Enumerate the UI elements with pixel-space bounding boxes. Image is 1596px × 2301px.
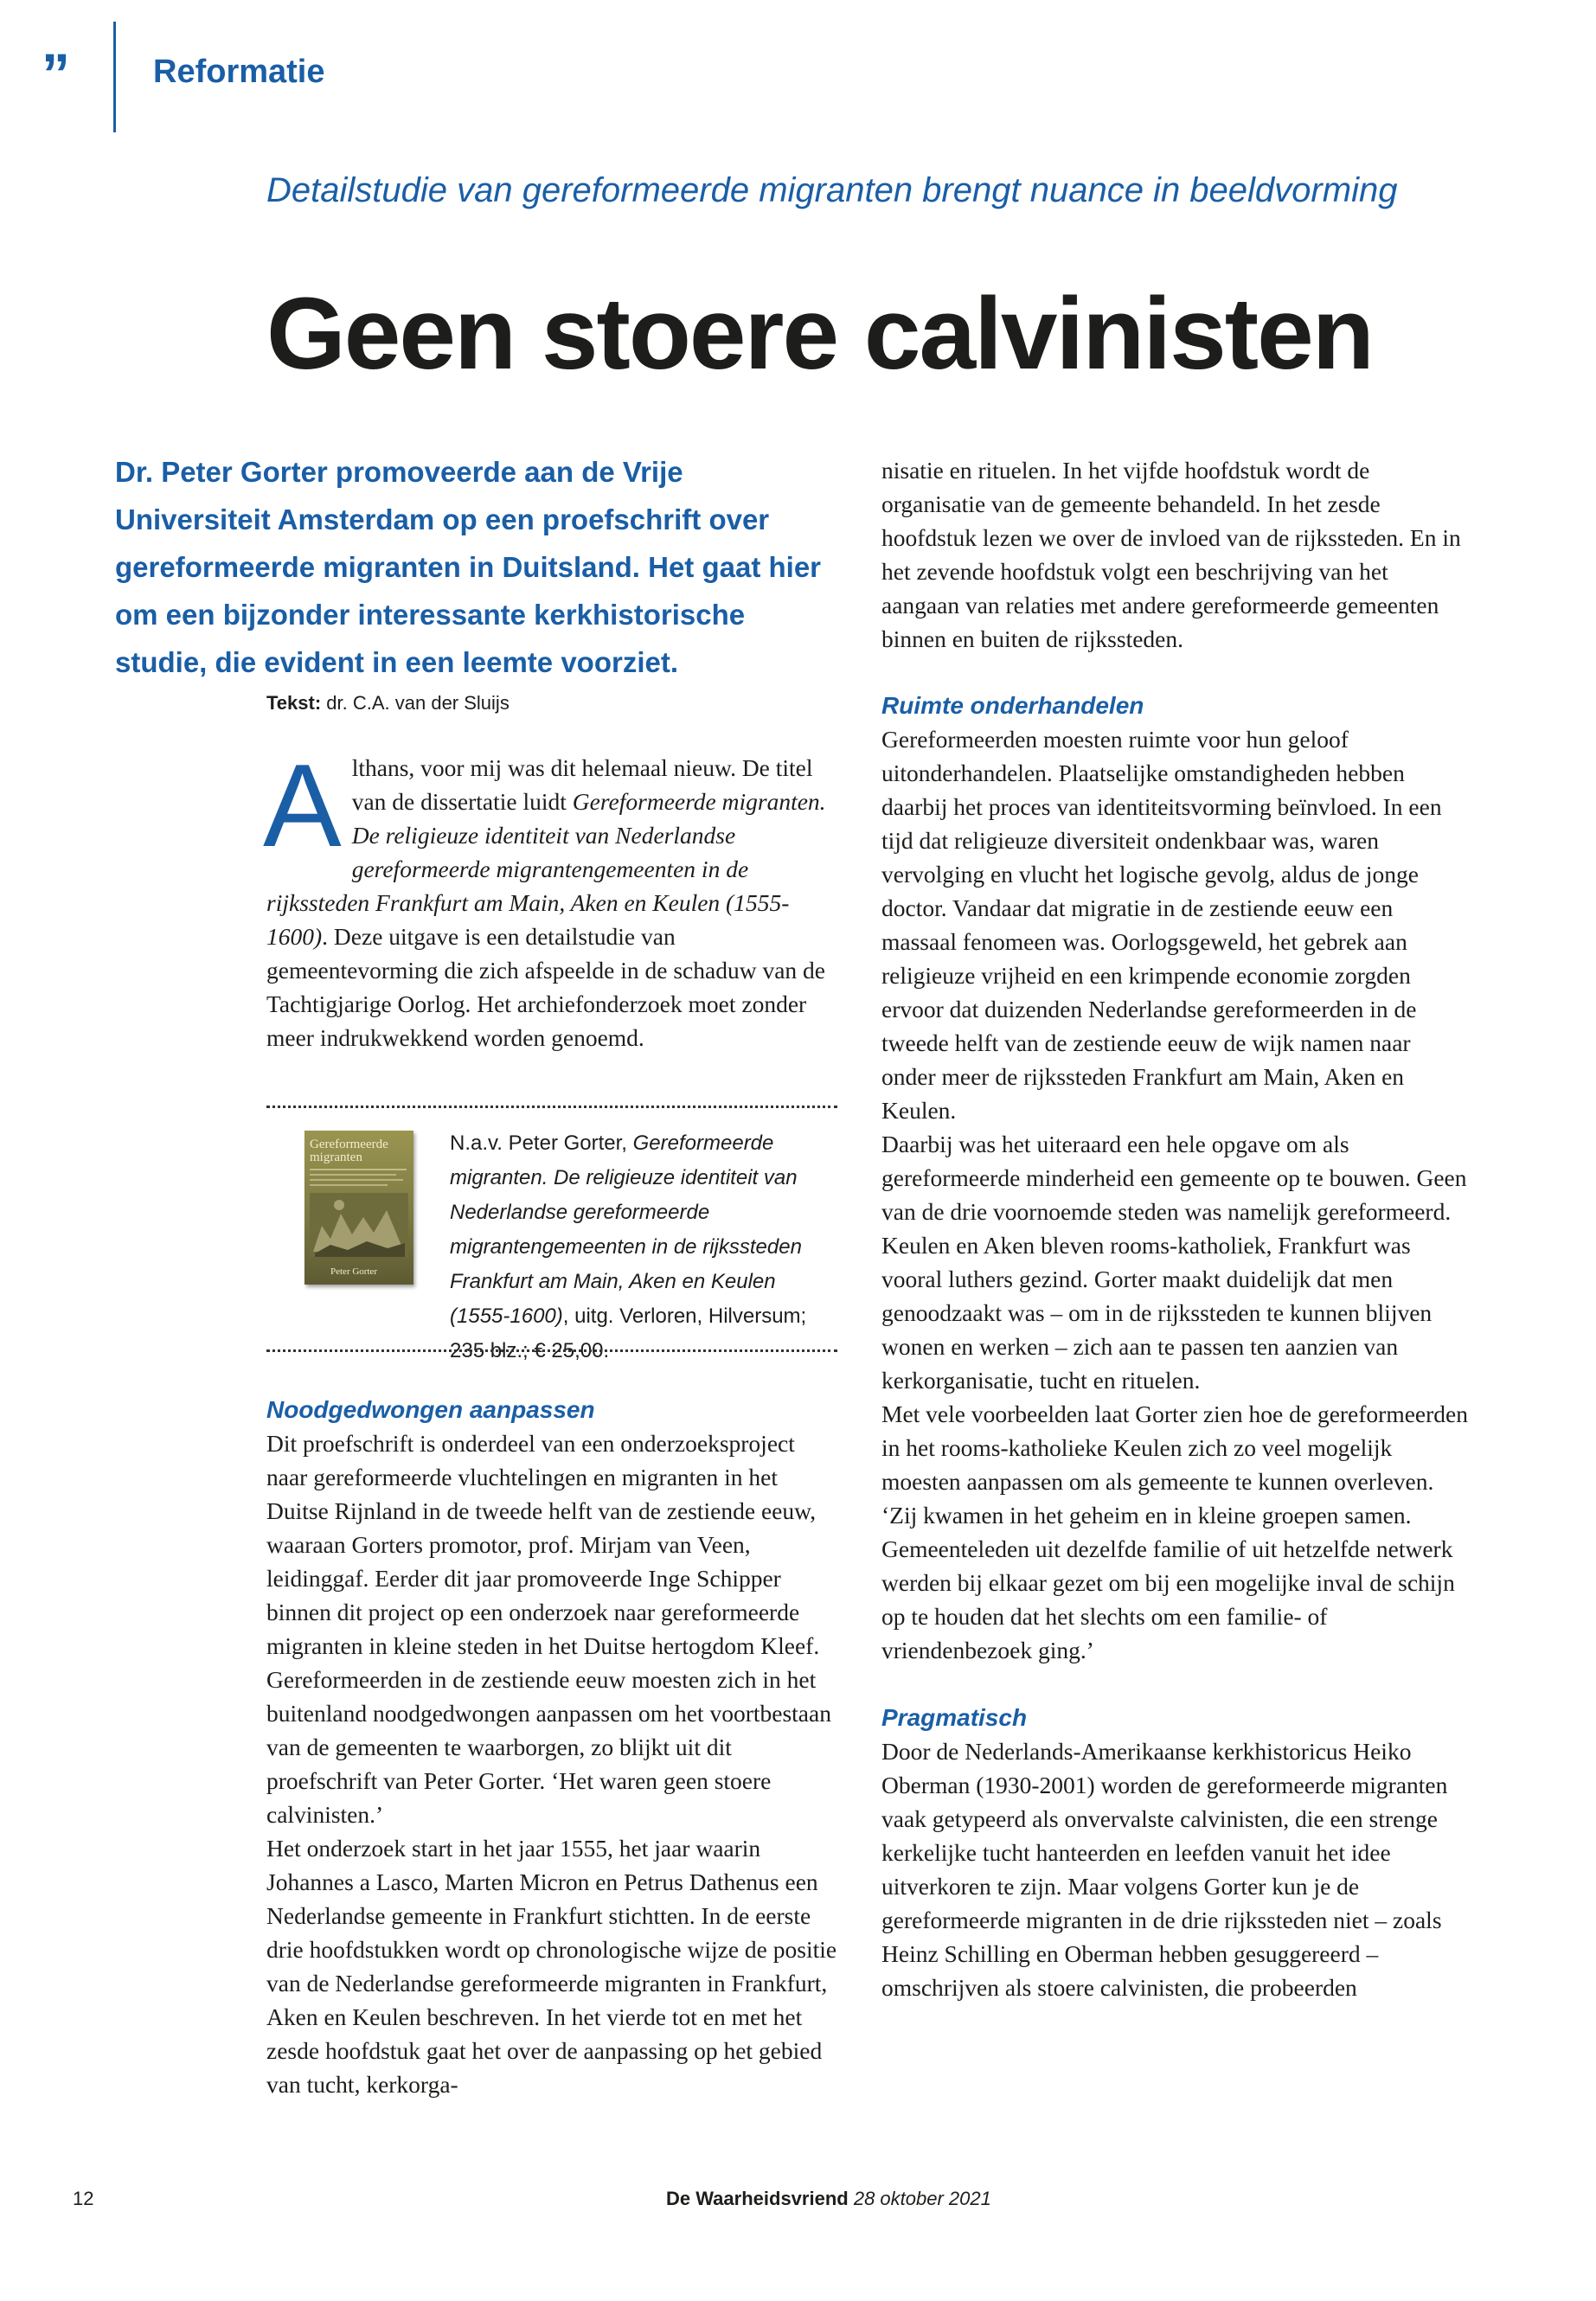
book-cover-illustration <box>304 1131 413 1285</box>
column-left-body <box>266 1393 837 2101</box>
book-reference <box>450 1126 813 1368</box>
byline-author: dr. C.A. van der Sluijs <box>321 692 510 714</box>
section-label: Reformatie <box>153 54 325 90</box>
book-reference-title: Gereformeerde migranten. De religieuze identiteit van Nederlandse gereformeerde migrantengemeenten in de rijkssteden Frankfurt am Main, Aken en Keulen (1555-1600) <box>450 1131 802 1328</box>
drop-cap: A <box>263 740 342 871</box>
svg-text:migranten: migranten <box>310 1150 362 1164</box>
column-left <box>263 740 837 1054</box>
byline-label: Tekst: <box>266 692 322 714</box>
subheading-pragmatisch: Pragmatisch <box>881 1704 1028 1731</box>
opening-text: lthans, voor mij was dit helemaal nieuw. De titel van de dissertatie luidt <box>351 754 813 815</box>
subheading-ruimte: Ruimte onderhandelen <box>881 692 1144 719</box>
column-right-lead <box>881 453 1470 656</box>
paragraph: Gereformeerden moesten ruimte voor hun geloof uitonderhandelen. Plaatselijke omstandigheden hebben daarbij het proces van identiteitsvorming beïnvloed. In een tijd dat religieuze diversiteit ondenkbaar was, waren vervolging en vlucht het logische gevolg, aldus de jonge doctor. Vandaar dat migratie in de zestiende eeuw een massaal fenomeen was. Oorlogsgeweld, het gebrek aan religieuze vrijheid en een krimpende economie zorgden ervoor dat duizenden Nederlandse gereformeerden in de tweede helft van de zestiende eeuw de wijk namen naar onder meer de rijkssteden Frankfurt am Main, Aken en Keulen. <box>881 726 1442 1124</box>
book-cover-image <box>304 1131 413 1285</box>
dotted-divider <box>266 1349 837 1352</box>
byline <box>266 692 510 715</box>
paragraph: Gereformeerden in de zestiende eeuw moesten zich in het buitenland noodgedwongen aanpassen om het voortbestaan van de gemeenten te waarborgen, zo blijkt uit dit proefschrift van Peter Gorter. ‘Het waren geen stoere calvinisten.’ <box>266 1666 831 1828</box>
paragraph-continued: nisatie en rituelen. In het vijfde hoofdstuk wordt de organisatie van de gemeente behandeld. In het zesde hoofdstuk lezen we over de invloed van de rijkssteden. En in het zevende hoofdstuk volgt een beschrijving van het aangaan van relaties met andere gereformeerde gemeenten binnen en buiten de rijkssteden. <box>881 457 1461 652</box>
dotted-divider <box>266 1106 837 1108</box>
publication-name: De Waarheidsvriend <box>666 2188 849 2209</box>
paragraph: Het onderzoek start in het jaar 1555, het jaar waarin Johannes a Lasco, Marten Micron en Petrus Dathenus een Nederlandse gemeente in Frankfurt stichtten. In de eerste drie hoofdstukken wordt op chronologische wijze de positie van de Nederlandse gereformeerde migranten in Frankfurt, Aken en Keulen beschreven. In het vierde tot en met het zesde hoofdstuk gaat het over de aanpassing op het gebied van tucht, kerkorga- <box>266 1835 837 2098</box>
paragraph: Met vele voorbeelden laat Gorter zien hoe de gereformeerden in het rooms-katholieke Keulen zich zo veel mogelijk moesten aanpassen om als gemeente te kunnen overleven. ‘Zij kwamen in het geheim en in kleine groepen samen. Gemeenteleden uit dezelfde familie of uit hetzelfde netwerk werden bij elkaar gezet om bij een mogelijke inval de schijn op te houden dat het slechts om een familie- of vriendenbezoek ging.’ <box>881 1400 1468 1663</box>
book-reference-publisher: , uitg. Verloren, Hilversum; 235 blz.; € 25,00. <box>450 1304 807 1362</box>
page-number: 12 <box>73 2188 94 2209</box>
article-title: Geen stoere calvinisten <box>266 277 1373 391</box>
footer-publication <box>666 2188 991 2210</box>
book-reference-prefix: N.a.v. Peter Gorter, <box>450 1131 633 1155</box>
paragraph: Dit proefschrift is onderdeel van een onderzoeksproject naar gereformeerde vluchtelingen en migranten in het Duitse Rijnland in de tweede helft van de zestiende eeuw, waaraan Gorters promotor, prof. Mirjam van Veen, leidinggaf. Eerder dit jaar promoveerde Inge Schipper binnen dit project op een onderzoek naar gereformeerde migranten in kleine steden in het Duitse hertogdom Kleef. <box>266 1430 820 1659</box>
section-divider <box>113 22 116 132</box>
opening-text-end: . Deze uitgave is een detailstudie van gemeentevorming die zich afspeelde in de schaduw van de Tachtigjarige Oorlog. Het archiefonderzoek moet zonder meer indrukwekkend worden genoemd. <box>266 923 825 1051</box>
publication-date: 28 oktober 2021 <box>853 2188 991 2209</box>
quote-mark-icon: ” <box>42 42 70 106</box>
svg-text:Gereformeerde: Gereformeerde <box>310 1138 388 1151</box>
svg-text:Peter Gorter: Peter Gorter <box>330 1266 378 1277</box>
subheading-noodgedwongen: Noodgedwongen aanpassen <box>266 1396 595 1423</box>
paragraph: Daarbij was het uiteraard een hele opgave om als gereformeerde minderheid een gemeente op te bouwen. Geen van de drie voornoemde steden was namelijk gereformeerd. Keulen en Aken bleven rooms-katholiek, Frankfurt was vooral luthers gezind. Gorter maakt duidelijk dat men genoodzaakt was – om in de rijkssteden te kunnen blijven wonen en werken – zich aan te passen ten aanzien van kerkorganisatie, tucht en rituelen. <box>881 1131 1467 1394</box>
column-right-body <box>881 689 1470 2004</box>
article-intro: Dr. Peter Gorter promoveerde aan de Vrije Universiteit Amsterdam op een proefschrift over gereformeerde migranten in Duitsland. Het gaat hier om een bijzonder interessante kerkhistorische studie, die evident in een leemte voorziet. <box>115 456 822 678</box>
dissertation-title: Gereformeerde migranten. De religieuze identiteit van Nederlandse gereformeerde migrantengemeenten in de rijkssteden Frankfurt am Main, Aken en Keulen (1555-1600) <box>266 788 826 950</box>
opening-paragraph <box>263 740 837 1054</box>
article-kicker: Detailstudie van gereformeerde migranten brengt nuance in beeldvorming <box>266 171 1398 209</box>
paragraph: Door de Nederlands-Amerikaanse kerkhistoricus Heiko Oberman (1930-2001) worden de gereformeerde migranten vaak getypeerd als onvervalste calvinisten, die een strenge kerkelijke tucht hanteerden en leefden vanuit het idee uitverkoren te zijn. Maar volgens Gorter kun je de gereformeerde migranten in de drie rijkssteden niet – zoals Heinz Schilling en Oberman hebben gesuggereerd – omschrijven als stoere calvinisten, die probeerden <box>881 1738 1448 2001</box>
